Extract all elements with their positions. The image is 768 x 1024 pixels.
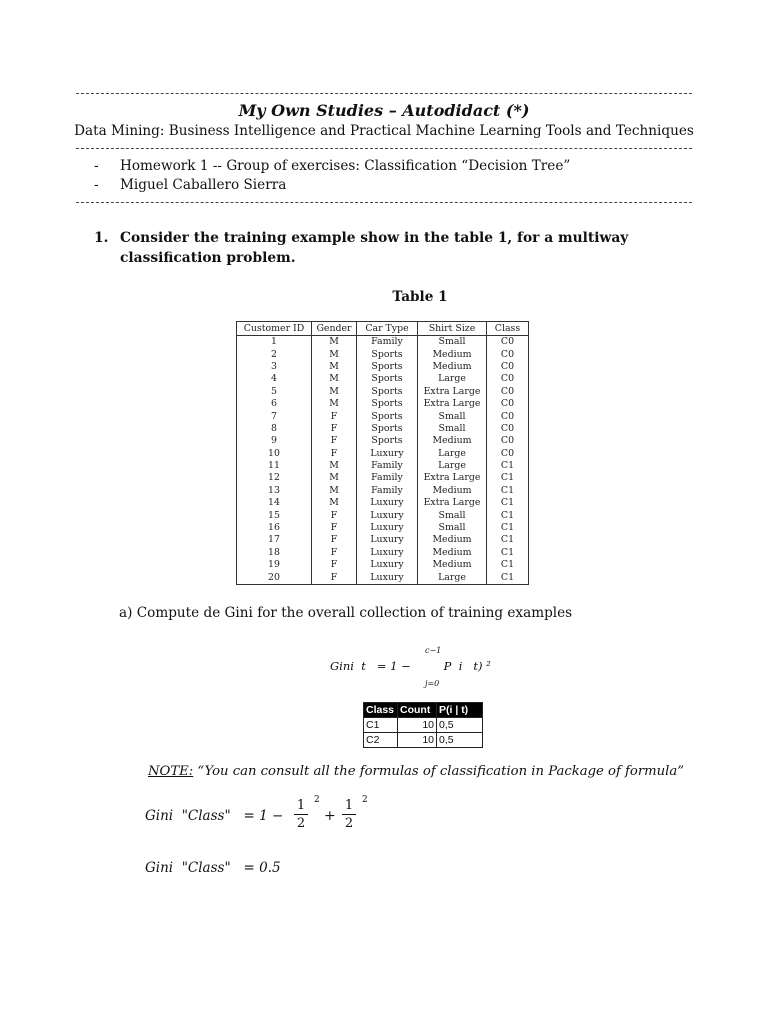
fraction-denominator: 2 bbox=[296, 816, 306, 831]
fraction-1 bbox=[294, 797, 308, 833]
table-cell: M bbox=[312, 398, 357, 410]
table-cell: F bbox=[312, 423, 357, 435]
count-table-header bbox=[364, 703, 483, 718]
table-cell: 11 bbox=[237, 460, 312, 472]
table-cell: C0 bbox=[487, 361, 529, 373]
table-cell: Family bbox=[357, 485, 418, 497]
table-header-row bbox=[237, 322, 529, 336]
table-cell: C0 bbox=[487, 386, 529, 398]
gini-formula: Gini t = 1 − P i t) ² bbox=[330, 659, 491, 673]
table-row bbox=[237, 398, 529, 410]
column-header: Gender bbox=[312, 322, 357, 336]
table-cell: 18 bbox=[237, 547, 312, 559]
count-table-body bbox=[364, 718, 483, 748]
table-cell: C0 bbox=[487, 398, 529, 410]
table-row bbox=[237, 509, 529, 521]
count-column-header: P(i | t) bbox=[437, 703, 483, 718]
table-cell: Family bbox=[357, 460, 418, 472]
table-cell: 6 bbox=[237, 398, 312, 410]
table-cell: Medium bbox=[418, 547, 487, 559]
table-cell: Sports bbox=[357, 386, 418, 398]
separator-bottom bbox=[76, 202, 692, 203]
table-cell: C0 bbox=[487, 373, 529, 385]
table-cell: Small bbox=[418, 423, 487, 435]
table-cell: 10 bbox=[237, 448, 312, 460]
document-title: My Own Studies – Autodidact (*) bbox=[238, 101, 530, 120]
gini-calc-line-1: Gini "Class" = 1 − bbox=[145, 808, 284, 824]
bullet: - bbox=[94, 177, 99, 193]
table-cell: Small bbox=[418, 336, 487, 349]
table-cell: C1 bbox=[487, 547, 529, 559]
table-cell: 1 bbox=[237, 336, 312, 349]
fraction-denominator: 2 bbox=[344, 816, 354, 831]
note bbox=[0, 764, 768, 779]
table-cell: Sports bbox=[357, 361, 418, 373]
table-cell: Luxury bbox=[357, 547, 418, 559]
table-row bbox=[237, 423, 529, 435]
column-header: Customer ID bbox=[237, 322, 312, 336]
table-cell: 9 bbox=[237, 435, 312, 447]
table-cell: Sports bbox=[357, 423, 418, 435]
table-cell: Sports bbox=[357, 435, 418, 447]
table-cell: C1 bbox=[487, 534, 529, 546]
count-table-cell: C1 bbox=[364, 718, 398, 733]
table-cell: C0 bbox=[487, 423, 529, 435]
table-cell: C0 bbox=[487, 435, 529, 447]
table-row bbox=[237, 559, 529, 571]
column-header: Car Type bbox=[357, 322, 418, 336]
table-cell: Large bbox=[418, 448, 487, 460]
table-cell: Extra Large bbox=[418, 472, 487, 484]
table-cell: Medium bbox=[418, 485, 487, 497]
note-text: “You can consult all the formulas of classification in Package of formula” bbox=[193, 764, 684, 779]
table-cell: Luxury bbox=[357, 534, 418, 546]
table-cell: C0 bbox=[487, 448, 529, 460]
table-cell: 16 bbox=[237, 522, 312, 534]
count-column-header: Class bbox=[364, 703, 398, 718]
class-count-table bbox=[363, 702, 483, 748]
table-cell: Luxury bbox=[357, 559, 418, 571]
table-cell: F bbox=[312, 435, 357, 447]
table-cell: M bbox=[312, 348, 357, 360]
count-table-cell: 10 bbox=[398, 733, 437, 748]
table-cell: Family bbox=[357, 336, 418, 349]
part-a-prompt: a) Compute de Gini for the overall collection of training examples bbox=[119, 605, 573, 621]
table-row bbox=[237, 571, 529, 584]
document-subtitle: Data Mining: Business Intelligence and Practical Machine Learning Tools and Techniques bbox=[74, 123, 694, 139]
header-item-homework bbox=[94, 158, 570, 174]
table-cell: Luxury bbox=[357, 522, 418, 534]
table-row bbox=[237, 534, 529, 546]
table-cell: C0 bbox=[487, 348, 529, 360]
table-cell: C0 bbox=[487, 336, 529, 349]
table-cell: M bbox=[312, 460, 357, 472]
table-cell: 20 bbox=[237, 571, 312, 584]
table-row bbox=[237, 410, 529, 422]
table-cell: C1 bbox=[487, 485, 529, 497]
table-cell: 8 bbox=[237, 423, 312, 435]
column-header: Class bbox=[487, 322, 529, 336]
table-cell: F bbox=[312, 509, 357, 521]
table-cell: M bbox=[312, 373, 357, 385]
table-cell: Sports bbox=[357, 348, 418, 360]
table-cell: C0 bbox=[487, 410, 529, 422]
table-cell: C1 bbox=[487, 460, 529, 472]
count-table-cell: 0,5 bbox=[437, 718, 483, 733]
table-cell: M bbox=[312, 497, 357, 509]
table-cell: 7 bbox=[237, 410, 312, 422]
count-table-row bbox=[364, 733, 483, 748]
table-row bbox=[237, 435, 529, 447]
table-cell: C1 bbox=[487, 559, 529, 571]
table-cell: 3 bbox=[237, 361, 312, 373]
table-row bbox=[237, 361, 529, 373]
table-cell: F bbox=[312, 448, 357, 460]
bullet: - bbox=[94, 158, 99, 174]
table-row bbox=[237, 448, 529, 460]
table-row bbox=[237, 522, 529, 534]
table-cell: 4 bbox=[237, 373, 312, 385]
plus-sign: + bbox=[324, 808, 336, 824]
table-cell: Sports bbox=[357, 373, 418, 385]
table-cell: C1 bbox=[487, 472, 529, 484]
table-row bbox=[237, 386, 529, 398]
table-cell: Extra Large bbox=[418, 398, 487, 410]
table-body bbox=[237, 336, 529, 585]
training-data-table bbox=[236, 321, 529, 585]
exponent-1: 2 bbox=[314, 795, 320, 805]
count-table-cell: 0,5 bbox=[437, 733, 483, 748]
table-cell: Luxury bbox=[357, 497, 418, 509]
table-cell: 17 bbox=[237, 534, 312, 546]
table-cell: F bbox=[312, 571, 357, 584]
table-cell: M bbox=[312, 336, 357, 349]
table-cell: Medium bbox=[418, 559, 487, 571]
question-text: Consider the training example show in the table 1, for a multiway classification problem. bbox=[120, 230, 629, 266]
question-number: 1. bbox=[94, 230, 109, 246]
table-cell: 13 bbox=[237, 485, 312, 497]
table-cell: 2 bbox=[237, 348, 312, 360]
table-cell: Sports bbox=[357, 410, 418, 422]
question-1 bbox=[94, 228, 694, 268]
table-cell: M bbox=[312, 361, 357, 373]
table-row bbox=[237, 373, 529, 385]
table-cell: C1 bbox=[487, 522, 529, 534]
table-cell: 12 bbox=[237, 472, 312, 484]
table-cell: C1 bbox=[487, 497, 529, 509]
table-row bbox=[237, 472, 529, 484]
fraction-numerator: 1 bbox=[342, 797, 356, 815]
table-cell: C1 bbox=[487, 571, 529, 584]
table-row bbox=[237, 547, 529, 559]
table-row bbox=[237, 460, 529, 472]
table-row bbox=[237, 336, 529, 349]
separator-middle bbox=[76, 148, 692, 149]
table-cell: F bbox=[312, 547, 357, 559]
count-column-header: Count bbox=[398, 703, 437, 718]
table-cell: F bbox=[312, 559, 357, 571]
table-cell: 19 bbox=[237, 559, 312, 571]
table-cell: M bbox=[312, 472, 357, 484]
fraction-numerator: 1 bbox=[294, 797, 308, 815]
table-cell: Medium bbox=[418, 361, 487, 373]
exponent-2: 2 bbox=[362, 795, 368, 805]
table-cell: Extra Large bbox=[418, 386, 487, 398]
header-item-author bbox=[94, 177, 286, 193]
table-cell: Luxury bbox=[357, 448, 418, 460]
count-table-cell: C2 bbox=[364, 733, 398, 748]
gini-result: Gini "Class" = 0.5 bbox=[145, 860, 281, 876]
table-cell: Large bbox=[418, 460, 487, 472]
separator-top bbox=[76, 93, 692, 94]
column-header: Shirt Size bbox=[418, 322, 487, 336]
table-cell: Luxury bbox=[357, 509, 418, 521]
table-caption: Table 1 bbox=[392, 289, 448, 305]
table-cell: 14 bbox=[237, 497, 312, 509]
table-cell: Medium bbox=[418, 348, 487, 360]
table-cell: F bbox=[312, 410, 357, 422]
table-cell: Extra Large bbox=[418, 497, 487, 509]
note-label: NOTE: bbox=[148, 764, 194, 779]
table-cell: 15 bbox=[237, 509, 312, 521]
table-cell: Family bbox=[357, 472, 418, 484]
table-cell: Large bbox=[418, 373, 487, 385]
table-row bbox=[237, 485, 529, 497]
table-cell: Large bbox=[418, 571, 487, 584]
table-cell: 5 bbox=[237, 386, 312, 398]
table-cell: F bbox=[312, 534, 357, 546]
table-row bbox=[237, 348, 529, 360]
table-cell: M bbox=[312, 485, 357, 497]
table-cell: Small bbox=[418, 522, 487, 534]
table-cell: Medium bbox=[418, 435, 487, 447]
table-cell: F bbox=[312, 522, 357, 534]
table-cell: M bbox=[312, 386, 357, 398]
table-row bbox=[237, 497, 529, 509]
count-table-row bbox=[364, 718, 483, 733]
table-cell: C1 bbox=[487, 509, 529, 521]
table-cell: Luxury bbox=[357, 571, 418, 584]
table-cell: Small bbox=[418, 410, 487, 422]
homework-label: Homework 1 -- Group of exercises: Classification “Decision Tree” bbox=[120, 158, 571, 174]
table-cell: Small bbox=[418, 509, 487, 521]
table-cell: Medium bbox=[418, 534, 487, 546]
sum-upper-limit: c−1 bbox=[425, 646, 442, 655]
table-cell: Sports bbox=[357, 398, 418, 410]
sum-lower-limit: j=0 bbox=[425, 679, 440, 688]
fraction-2 bbox=[342, 797, 356, 833]
author-name: Miguel Caballero Sierra bbox=[120, 177, 287, 193]
count-table-cell: 10 bbox=[398, 718, 437, 733]
